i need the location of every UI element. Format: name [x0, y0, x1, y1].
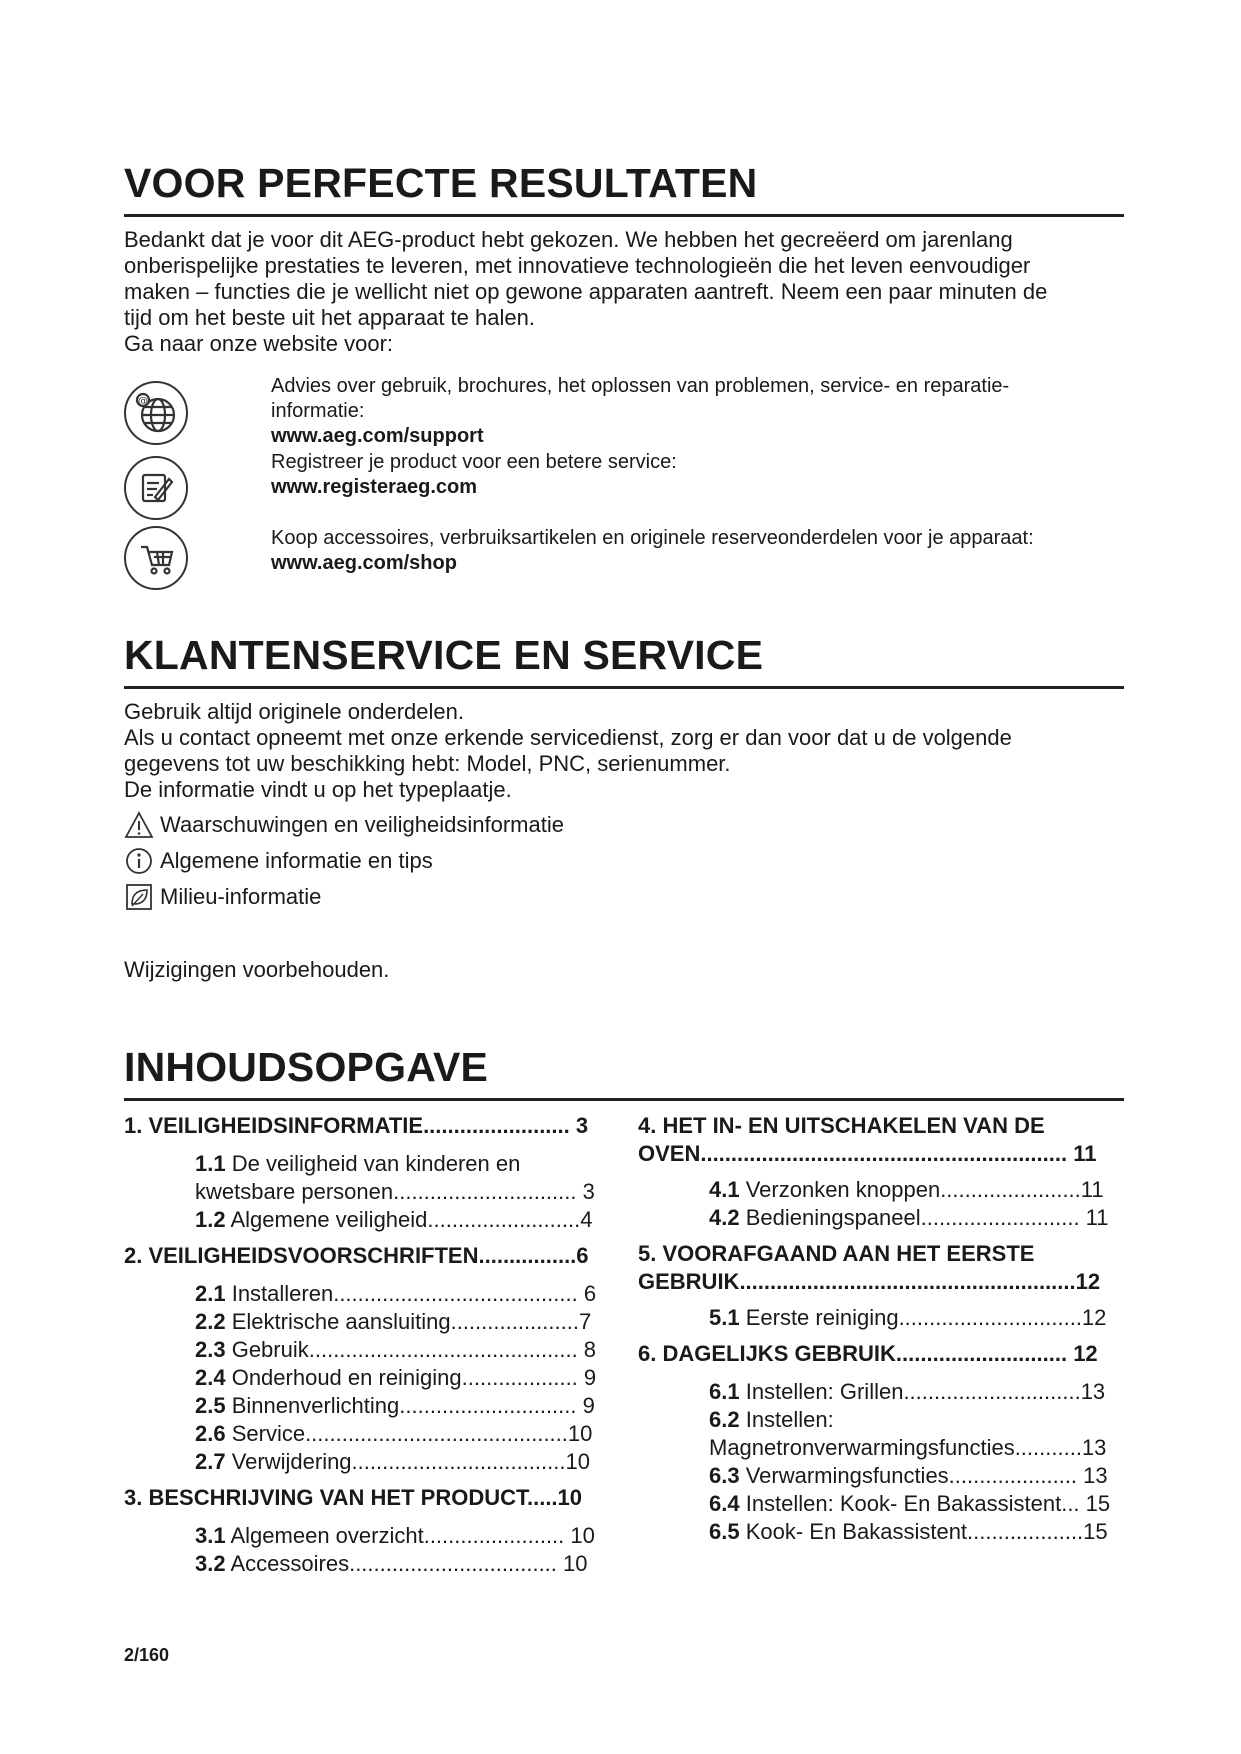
toc-entry[interactable]: 2.1 Installeren........................................ 6	[195, 1281, 597, 1306]
table-of-contents	[124, 1112, 1124, 1612]
legend-label: Milieu-informatie	[160, 884, 322, 909]
website-text	[271, 526, 1034, 576]
service-line: Als u contact opneemt met onze erkende servicedienst, zorg er dan voor dat u de volgende	[124, 725, 1012, 750]
toc-chapter[interactable]: 6. DAGELIJKS GEBRUIK............................ 12	[638, 1341, 1098, 1366]
environment-icon	[124, 882, 154, 912]
toc-entry[interactable]: 4.1 Verzonken knoppen.......................11	[709, 1177, 1104, 1202]
intro-line: maken – functies die je wellicht niet op gewone apparaten aantreft. Neem een paar minuten de	[124, 279, 1048, 304]
toc-chapter-continued[interactable]: OVEN............................................................ 11	[638, 1141, 1097, 1166]
legend-label: Waarschuwingen en veiligheidsinformatie	[160, 812, 564, 837]
toc-entry[interactable]: 6.2 Instellen:	[709, 1407, 834, 1432]
changes-note: Wijzigingen voorbehouden.	[124, 957, 390, 982]
toc-subsection-group	[124, 1522, 624, 1578]
section-title: VOOR PERFECTE RESULTATEN	[124, 160, 1124, 217]
legend-label: Algemene informatie en tips	[160, 848, 433, 873]
register-icon	[124, 456, 188, 520]
website-description-line: informatie:	[271, 400, 365, 422]
toc-subsection-group	[638, 1176, 1128, 1232]
section-voor-perfecte-resultaten	[124, 160, 1124, 357]
register-link[interactable]: www.registeraeg.com	[271, 476, 477, 498]
legend-item	[124, 807, 1124, 843]
intro-line: Bedankt dat je voor dit AEG-product hebt gekozen. We hebben het gecreëerd om jarenlang	[124, 227, 1013, 252]
toc-entry[interactable]: 1.2 Algemene veiligheid.........................4	[195, 1207, 593, 1232]
toc-chapter[interactable]: 3. BESCHRIJVING VAN HET PRODUCT.....10	[124, 1485, 583, 1510]
intro-paragraph	[124, 227, 1124, 357]
website-description-line: Advies over gebruik, brochures, het oplossen van problemen, service- en reparatie-	[271, 375, 1010, 397]
page-number: 2/160	[124, 1645, 170, 1665]
service-line: De informatie vindt u op het typeplaatje.	[124, 777, 512, 802]
toc-subsection-group	[638, 1304, 1128, 1332]
toc-chapter[interactable]: 1. VEILIGHEIDSINFORMATIE........................ 3	[124, 1113, 589, 1138]
toc-chapter[interactable]: 4. HET IN- EN UITSCHAKELEN VAN DE	[638, 1113, 1045, 1138]
info-icon	[124, 846, 154, 876]
svg-text:@: @	[138, 396, 148, 407]
intro-line: Ga naar onze website voor:	[124, 331, 394, 356]
toc-entry[interactable]: 6.3 Verwarmingsfuncties..................... 13	[709, 1463, 1108, 1488]
toc-subsection-group	[638, 1378, 1128, 1546]
toc-subsection-group	[124, 1150, 624, 1234]
toc-entry[interactable]: 3.1 Algemeen overzicht....................... 10	[195, 1523, 595, 1548]
toc-entry[interactable]: 5.1 Eerste reiniging..............................12	[709, 1305, 1107, 1330]
toc-entry[interactable]: 3.2 Accessoires.................................. 10	[195, 1551, 588, 1576]
toc-entry[interactable]: 6.5 Kook- En Bakassistent...................15	[709, 1519, 1108, 1544]
legend-item	[124, 879, 1124, 915]
symbol-legend	[124, 807, 1124, 915]
section-klantenservice	[124, 632, 1124, 983]
toc-entry[interactable]: 2.7 Verwijdering...................................10	[195, 1449, 590, 1474]
website-description-line: Koop accessoires, verbruiksartikelen en originele reserveonderdelen voor je apparaat:	[271, 527, 1034, 549]
intro-line: onberispelijke prestaties te leveren, met innovatieve technologieën die het leven eenvoudiger	[124, 253, 1031, 278]
website-description-line: Registreer je product voor een betere service:	[271, 451, 677, 473]
toc-entry[interactable]: 6.1 Instellen: Grillen.............................13	[709, 1379, 1106, 1404]
toc-chapter[interactable]: 2. VEILIGHEIDSVOORSCHRIFTEN................6	[124, 1243, 589, 1268]
service-paragraph	[124, 699, 1124, 803]
section-title: KLANTENSERVICE EN SERVICE	[124, 632, 1124, 689]
cart-icon	[124, 526, 188, 590]
toc-entry-continued[interactable]: kwetsbare personen.............................. 3	[195, 1179, 595, 1204]
toc-left-column	[124, 1112, 624, 1578]
toc-entry-continued[interactable]: Magnetronverwarmingsfuncties...........13	[709, 1435, 1107, 1460]
website-text	[271, 374, 1009, 449]
toc-entry[interactable]: 4.2 Bedieningspaneel.......................... 11	[709, 1205, 1109, 1230]
intro-line: tijd om het beste uit het apparaat te halen.	[124, 305, 535, 330]
section-title: INHOUDSOPGAVE	[124, 1044, 1124, 1101]
toc-entry[interactable]: 2.5 Binnenverlichting............................. 9	[195, 1393, 595, 1418]
support-link[interactable]: www.aeg.com/support	[271, 425, 484, 447]
shop-link[interactable]: www.aeg.com/shop	[271, 552, 457, 574]
toc-entry[interactable]: 2.3 Gebruik............................................ 8	[195, 1337, 597, 1362]
toc-entry[interactable]: 6.4 Instellen: Kook- En Bakassistent... 15	[709, 1491, 1111, 1516]
toc-chapter-continued[interactable]: GEBRUIK.......................................................12	[638, 1269, 1101, 1294]
legend-item	[124, 843, 1124, 879]
website-text	[271, 450, 677, 500]
toc-subsection-group	[124, 1280, 624, 1476]
toc-entry[interactable]: 1.1 De veiligheid van kinderen en	[195, 1151, 521, 1176]
website-list	[124, 374, 1124, 604]
toc-entry[interactable]: 2.4 Onderhoud en reiniging................... 9	[195, 1365, 597, 1390]
section-inhoudsopgave	[124, 1044, 1124, 1101]
service-line: Gebruik altijd originele onderdelen.	[124, 699, 464, 724]
toc-entry[interactable]: 2.6 Service...........................................10	[195, 1421, 593, 1446]
globe-icon	[124, 381, 188, 445]
warning-icon	[124, 810, 154, 840]
service-line: gegevens tot uw beschikking hebt: Model, PNC, serienummer.	[124, 751, 731, 776]
toc-right-column	[638, 1112, 1128, 1546]
toc-chapter[interactable]: 5. VOORAFGAAND AAN HET EERSTE	[638, 1241, 1035, 1266]
toc-entry[interactable]: 2.2 Elektrische aansluiting.....................7	[195, 1309, 592, 1334]
